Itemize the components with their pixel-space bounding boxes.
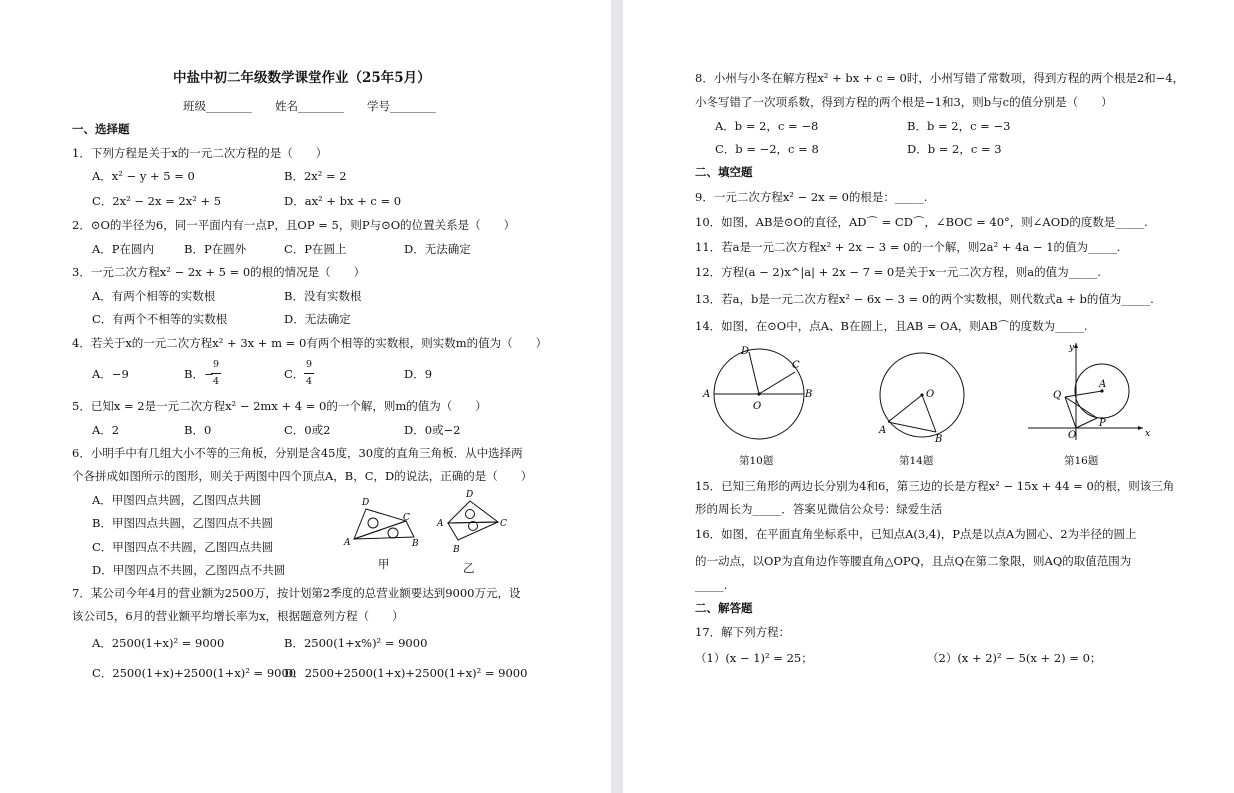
- figure-14: [871, 345, 971, 445]
- figure-yi-caption: 乙: [463, 561, 475, 575]
- fig14-label-b: B: [935, 434, 943, 445]
- q5-option-b: B．0: [184, 423, 212, 437]
- q5-option-c: C．0或2: [284, 423, 331, 437]
- fig16-label-y: y: [1069, 343, 1075, 353]
- q4-option-a: A．−9: [92, 367, 129, 381]
- fig16-label-p: P: [1099, 418, 1106, 429]
- q6-option-d: D．甲图四点不共圆，乙图四点不共圆: [92, 563, 286, 577]
- q6-option-c: C．甲图四点不共圆，乙图四点共圆: [92, 540, 274, 554]
- q7-option-c: C．2500(1+x)+2500(1+x)² = 9000: [92, 666, 297, 680]
- q7-stem-line2: 该公司5，6月的营业额平均增长率为x，根据题意列方程（ ）: [72, 609, 404, 623]
- q3-option-d: D．无法确定: [284, 312, 351, 326]
- q8-option-b: B．b = 2，c = −3: [907, 119, 1011, 133]
- fig14-caption: 第14题: [899, 455, 934, 467]
- fig-yi-label-c: C: [500, 519, 507, 529]
- fig16-label-x: x: [1145, 429, 1151, 439]
- fig-jia-label-d: D: [362, 498, 370, 508]
- q1-stem: 1．下列方程是关于x的一元二次方程的是（ ）: [72, 146, 328, 160]
- figure-yi: [434, 485, 514, 560]
- q2-option-b: B．P在圆外: [184, 242, 247, 256]
- q5-option-d: D．0或−2: [404, 423, 461, 437]
- q6-stem-line1: 6．小明手中有几组大小不等的三角板，分别是含45度，30度的直角三角板．从中选择两: [72, 446, 523, 460]
- q17-part1: （1）(x − 1)² = 25；: [695, 651, 813, 665]
- figure-jia: [340, 495, 430, 555]
- student-info: 班级________ 姓名________ 学号________: [183, 99, 436, 113]
- figure-10: [703, 340, 818, 450]
- fig10-label-c: C: [792, 360, 800, 371]
- q2-stem: 2．⊙O的半径为6，同一平面内有一点P，且OP = 5，则P与⊙O的位置关系是（ ）: [72, 218, 516, 232]
- q8-option-c: C．b = −2，c = 8: [715, 142, 819, 156]
- q17-part2: （2）(x + 2)² − 5(x + 2) = 0；: [927, 651, 1102, 665]
- fig16-caption: 第16题: [1064, 455, 1099, 467]
- q16-stem-line3: _____.: [695, 578, 728, 592]
- fig10-label-b: B: [805, 389, 813, 400]
- q5-stem: 5．已知x = 2是一元二次方程x² − 2mx + 4 = 0的一个解，则m的值为（ ）: [72, 399, 487, 413]
- fig16-label-a: A: [1099, 379, 1107, 390]
- q1-option-a: A．x² − y + 5 = 0: [92, 169, 195, 183]
- q7-stem-line1: 7．某公司今年4月的营业额为2500万，按计划第2季度的总营业额要达到9000万元，设: [72, 586, 521, 600]
- q16-stem-line2: 的一动点，以OP为直角边作等腰直角△OPQ，且点Q在第二象限，则AQ的取值范围为: [695, 554, 1132, 568]
- q4b-denominator: 4: [213, 376, 220, 387]
- q8-stem-line2: 小冬写错了一次项系数，得到方程的两个根是−1和3，则b与c的值分别是（ ）: [695, 95, 1113, 109]
- q5-option-a: A．2: [92, 423, 120, 437]
- q1-option-b: B．2x² = 2: [284, 169, 347, 183]
- q7-option-b: B．2500(1+x%)² = 9000: [284, 636, 428, 650]
- q9-stem: 9．一元二次方程x² − 2x = 0的根是：_____.: [695, 190, 928, 204]
- q17-stem: 17．解下列方程：: [695, 625, 791, 639]
- q8-option-a: A．b = 2，c = −8: [715, 119, 819, 133]
- q2-option-d: D．无法确定: [404, 242, 471, 256]
- section-fill: 二、填空题: [695, 165, 753, 179]
- q7-option-d: D．2500+2500(1+x)+2500(1+x)² = 9000: [284, 666, 528, 680]
- fig10-label-o: O: [753, 401, 762, 412]
- fig-jia-label-c: C: [403, 513, 410, 523]
- q7-option-a: A．2500(1+x)² = 9000: [92, 636, 225, 650]
- fig-jia-label-b: B: [412, 539, 419, 549]
- q4-option-d: D．9: [404, 367, 433, 381]
- q4-option-c-prefix: C．: [284, 367, 305, 381]
- q4c-denominator: 4: [306, 376, 313, 387]
- fig10-label-d: D: [741, 346, 750, 357]
- q8-stem-line1: 8．小州与小冬在解方程x² + bx + c = 0时，小州写错了常数项，得到方程的两个根是2和−4，: [695, 71, 1185, 85]
- q3-option-b: B．没有实数根: [284, 289, 362, 303]
- q15-stem-line1: 15．已知三角形的两边长分别为4和6，第三边的长是方程x² − 15x + 44 = 0的根，则该三角: [695, 479, 1175, 493]
- fig-jia-label-a: A: [344, 538, 351, 548]
- q2-option-c: C．P在圆上: [284, 242, 347, 256]
- q4-option-b-prefix: B．−: [184, 367, 214, 381]
- fig10-caption: 第10题: [739, 455, 774, 467]
- section-choice: 一、选择题: [72, 122, 130, 136]
- fig-yi-label-b: B: [453, 545, 460, 555]
- q4b-numerator: 9: [213, 359, 220, 370]
- q13-stem: 13．若a，b是一元二次方程x² − 6x − 3 = 0的两个实数根，则代数式a + b的值为_____.: [695, 292, 1154, 306]
- q1-option-d: D．ax² + bx + c = 0: [284, 194, 402, 208]
- section-answer: 二、解答题: [695, 601, 753, 615]
- fig14-label-o: O: [926, 389, 935, 400]
- page-title: 中盐中初二年级数学课堂作业（25年5月）: [173, 70, 431, 86]
- q6-option-b: B．甲图四点共圆，乙图四点不共圆: [92, 516, 273, 530]
- q6-option-a: A．甲图四点共圆，乙图四点共圆: [92, 493, 262, 507]
- fig14-label-a: A: [879, 425, 887, 436]
- q11-stem: 11．若a是一元二次方程x² + 2x − 3 = 0的一个解，则2a² + 4a − 1的值为_____.: [695, 240, 1121, 254]
- q14-stem: 14．如图，在⊙O中，点A、B在圆上，且AB = OA，则AB⌒的度数为_____.: [695, 319, 1088, 333]
- figure-16: [1023, 340, 1153, 445]
- fig-yi-label-d: D: [466, 490, 474, 500]
- q16-stem-line1: 16．如图，在平面直角坐标系中，已知点A(3,4)，P点是以点A为圆心、2为半径的圆上: [695, 527, 1137, 541]
- fig10-label-a: A: [703, 389, 711, 400]
- q10-stem: 10．如图，AB是⊙O的直径，AD⌒ = CD⌒，∠BOC = 40°，则∠AOD的度数是_____.: [695, 215, 1148, 229]
- q4-stem: 4．若关于x的一元二次方程x² + 3x + m = 0有两个相等的实数根，则实数m的值为（ ）: [72, 336, 548, 350]
- q12-stem: 12．方程(a − 2)x^|a| + 2x − 7 = 0是关于x一元二次方程，则a的值为_____.: [695, 265, 1101, 279]
- fig16-label-o: O: [1068, 430, 1077, 441]
- figure-jia-caption: 甲: [378, 557, 390, 571]
- q1-option-c: C．2x² − 2x = 2x² + 5: [92, 194, 222, 208]
- right-page: [623, 0, 1234, 793]
- q8-option-d: D．b = 2，c = 3: [907, 142, 1002, 156]
- q6-stem-line2: 个各拼成如图所示的图形，则关于两图中四个顶点A，B，C，D的说法，正确的是（ ）: [72, 469, 533, 483]
- fig-yi-label-a: A: [437, 519, 444, 529]
- q2-option-a: A．P在圆内: [92, 242, 155, 256]
- left-page: [0, 0, 611, 793]
- q3-option-c: C．有两个不相等的实数根: [92, 312, 228, 326]
- q15-stem-line2: 形的周长为_____．答案见微信公众号：绿爱生活: [695, 502, 943, 516]
- q3-stem: 3．一元二次方程x² − 2x + 5 = 0的根的情况是（ ）: [72, 265, 366, 279]
- q4c-numerator: 9: [306, 359, 313, 370]
- q3-option-a: A．有两个相等的实数根: [92, 289, 216, 303]
- fig16-label-q: Q: [1053, 390, 1062, 401]
